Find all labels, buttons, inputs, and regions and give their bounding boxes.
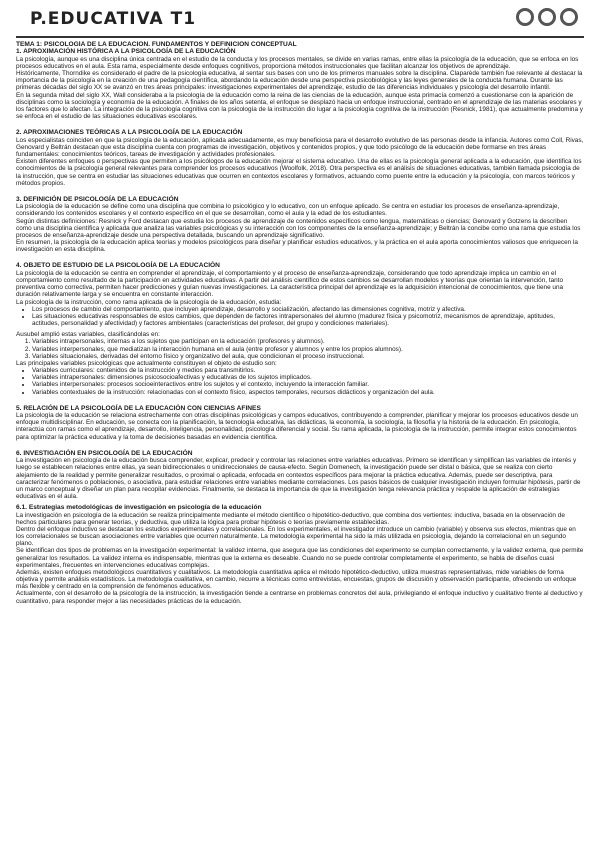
section-5 — [16, 405, 584, 441]
section-4 — [16, 262, 584, 395]
paragraph: Existen diferentes enfoques o perspectivas que permiten a los psicólogos de la educación mejorar el sistema educativo. Una de ellas es la psicología general aplicada a la educación, que identifica los conocimientos de la psicología general relevantes para comprender los procesos educativos (Woolfolk, 2018). Otra perspectiva es el análisis de situaciones educativas, también llamada psicología de la instrucción, que se centra en estudiar las situaciones educativas que ocurren en contextos escolares y formativos, actuando como puente entre la educación y la psicología, con marcos teóricos y métodos propios. — [16, 158, 582, 187]
list-item: 2. Variables interpersonales, que mediatizan la interacción humana en el aula (entre profesor y alumnos y entre los propios alumnos). — [32, 346, 584, 353]
paragraph: Según distintas definiciones: Resnick y Ford destacan que estudia los procesos de aprendizaje de contenidos específicos como lengua, matemáticas o ciencias; Genovard y Gotzens la describen como una disciplina científica y aplicada que analiza las variables psicológicas y su interacción con los componentes de la enseñanza-aprendizaje; y Beltrán la concibe como una rama que estudia los procesos de enseñanza-aprendizaje desde una perspectiva detallada, buscando un aprendizaje significativo. — [16, 217, 581, 239]
page-header — [0, 0, 600, 38]
section-3 — [16, 196, 584, 254]
list-item: • Los procesos de cambio del comportamiento, que incluyen aprendizaje, desarrollo y socialización, afectando las dimensiones cognitiva, motriz y afectiva. — [32, 306, 584, 313]
section-6-1 — [16, 504, 584, 605]
paragraph: Ausubel amplió estas variables, clasificándolas en: — [16, 331, 160, 339]
paragraph: La psicología de la educación se define como una disciplina que combina lo psicológico y lo educativo, con un enfoque aplicado. Se centra en estudiar los procesos de enseñanza-aprendizaje, considerando los contenidos escolares y el contexto específico en el que se desarrollan, como el aula y la edad de los estudiantes. — [16, 203, 560, 218]
paragraph: La psicología, aunque es una disciplina única centrada en el estudio de la conducta y los procesos mentales, se divide en varias ramas, entre ellas la psicología de la educación, que se enfoca en los procesos educativos en el aula. Esta rama, especialmente desde enfoques cognitivos, proporciona métodos instruccionales que facilitan alcanzar los objetivos de aprendizaje. — [16, 55, 579, 70]
paragraph: Se identifican dos tipos de problemas en la investigación experimental: la validez interna, que asegura que las condiciones del experimento se cumplan correctamente, y la validez externa, que permite generalizar los resultados. La validez interna es indispensable, mientras que la externa es deseable. Cuando no se puede controlar completamente el experimento, se habla de diseños cuasi experimentales, frecuentes en intervenciones educativas complejas. — [16, 547, 584, 569]
section-heading: 6. INVESTIGACIÓN EN PSICOLOGÍA DE LA EDUCACIÓN — [16, 449, 193, 457]
paragraph: La investigación en psicología de la educación busca comprender, explicar, predecir y controlar las relaciones entre variables educativas. Primero se identifican y simplifican las variables de interés y luego se establecen relaciones entre ellas, ya sean bidireccionales o unidireccionales de causa-efecto. Según Domenech, la investigación puede ser distal o básica, que se realiza con cierto alejamiento de la realidad y permite generalizar resultados, o proximal o aplicada, enfocada en contextos específicos para mejorar la práctica educativa. Además, puede ser descriptiva, para caracterizar fenómenos o poblaciones, o asociativa, para estudiar relaciones entre variables mediante correlaciones. Los pasos básicos de cualquier investigación incluyen formular hipótesis, partir de un marco conceptual y diseñar un plan para recopilar evidencias. Finalmente, se destaca la importancia de que la investigación tenga relevancia práctica y respalde la aplicación de estrategias educativas en el aula. — [16, 457, 581, 501]
paragraph: Los especialistas coinciden en que la psicología de la educación, aplicada adecuadamente, es muy beneficiosa para el desarrollo evolutivo de las personas desde la infancia. Autores como Coll, Rivas, Genovard y Beltrán destacan que esta disciplina cuenta con programas de investigación, objetivos y contenidos propios, y que todo psicólogo de la educación debe formarse en tres áreas fundamentales: conocimientos teóricos, tareas de investigación y actividades profesionales. — [16, 136, 584, 159]
section-heading: 2. APROXIMACIONES TEÓRICAS A LA PSICOLOGÍA DE LA EDUCACIÓN — [16, 129, 243, 137]
bullet-list — [16, 367, 584, 396]
section-1 — [16, 48, 584, 120]
decorative-circles — [516, 8, 578, 26]
paragraph: Además, existen enfoques metodológicos cuantitativos y cualitativos. La metodología cuantitativa aplica el método hipotético-deductivo, utiliza muestras representativas, mide variables de forma objetiva y permite análisis estadísticos. La metodología cualitativa, en cambio, recurre a técnicas como entrevistas, encuestas, grupos de discusión y observación participante, ofreciendo un enfoque más flexible y centrado en la comprensión de fenómenos educativos. — [16, 568, 577, 591]
section-heading: 4. OBJETO DE ESTUDIO DE LA PSICOLOGÍA DE LA EDUCACIÓN — [16, 262, 220, 270]
page-title: P.EDUCATIVA T1 — [30, 9, 197, 29]
circle-icon — [560, 8, 578, 26]
document-body — [16, 41, 584, 841]
numbered-list — [16, 338, 584, 360]
list-item: • Variables contextuales de la instrucción: relacionadas con el contexto físico, aspectos temporales, recursos didácticos y organización del aula. — [32, 389, 584, 396]
paragraph: La psicología de la educación se centra en comprender el aprendizaje, el comportamiento y el proceso de enseñanza-aprendizaje, considerando que todo aprendizaje implica un cambio en el comportamiento como resultado de la participación en actividades educativas. A partir del análisis científico de estos cambios se desarrollan modelos y teorías que orientan la intervención, tanto preventiva como correctiva, permiten hacer predicciones y guían nuevas investigaciones. La característica principal del aprendizaje es la adquisición intencional de conocimientos, que tiene una duración relativamente larga y se encuentra en constante interacción. — [16, 269, 564, 299]
bullet-list — [16, 306, 584, 328]
paragraph: La psicología de la educación se relaciona estrechamente con otras disciplinas psicológicas y campos educativos, contribuyendo a comprender, planificar y mejorar los procesos educativos desde un enfoque multidisciplinar. En educación, se conecta con la planificación, la tecnología educativa, las didácticas, la economía, la sociología, la filosofía y la historia de la educación. En psicología, interactúa con ramas como el aprendizaje, desarrollo, inteligencia, personalidad, psicología diferencial y social. Su rama aplicada, la psicología de la instrucción, permite integrar estos conocimientos para optimizar la práctica educativa y la toma de decisiones basadas en evidencia científica. — [16, 412, 578, 441]
circle-icon — [538, 8, 556, 26]
paragraph: La investigación en psicología de la educación se realiza principalmente mediante el método científico o hipotético-deductivo, que combina dos vertientes: inductiva, basada en la observación de hechos particulares para generar teorías, y deductiva, que utiliza la lógica para probar hipótesis o teorías previamente establecidas. — [16, 511, 565, 526]
list-item: • Las situaciones educativas responsables de estos cambios, que dependen de factores intrapersonales del alumno (madurez física y psicomotriz, mecanismos de aprendizaje, aptitudes, actitudes, personalidad y afectividad) y factores ambientales (características del profesor, del grupo y condiciones materiales). — [32, 313, 584, 327]
section-heading: 6.1. Estrategias metodológicas de investigación en psicología de la educación — [16, 504, 262, 512]
section-6 — [16, 450, 584, 500]
paragraph: Dentro del enfoque inductivo se destacan los estudios experimentales y correlacionales. En los experimentales, el investigador introduce un cambio (variable) y observa sus efectos, mientras que en los correlacionales se buscan asociaciones entre variables que ocurren naturalmente. La metodología experimental ha sido la más utilizada en psicología, dejando la correlacional en un segundo plano. — [16, 525, 576, 548]
paragraph: Las principales variables psicológicas que actualmente constituyen el objeto de estudio son: — [16, 359, 277, 367]
list-item: • Variables interpersonales: procesos socioeinteractivos entre los sujetos y el contexto, incluyendo la interacción familiar. — [32, 381, 584, 388]
section-heading: 5. RELACIÓN DE LA PSICOLOGÍA DE LA EDUCACIÓN CON CIENCIAS AFINES — [16, 404, 261, 412]
section-2 — [16, 129, 584, 187]
list-item: • Variables curriculares: contenidos de la instrucción y medios para transmitirlos. — [32, 367, 584, 374]
paragraph: En resumen, la psicología de la educación aplica teorías y modelos psicológicos para diseñar y planificar estudios educativos, y la práctica en el aula aporta conocimientos valiosos que enriquecen la investigación en esta disciplina. — [16, 239, 578, 254]
list-item: • Variables intrapersonales: dimensiones psicosocioafectivas y educativas de los sujetos implicados. — [32, 374, 584, 381]
paragraph: En la segunda mitad del siglo XX, Wall consideraba a la psicología de la educación como la reina de las ciencias de la educación, aunque esta primacía comenzó a cuestionarse con la aparición de disciplinas como la sociología y economía de la educación. A finales de los años setenta, el enfoque se desplazó hacia un enfoque instruccional, centrado en el aprendizaje de las materias escolares y los factores que lo afectan. La integración de la psicología cognitiva con la psicología de la instrucción dio lugar a la psicología cognitiva de la instrucción (Resnick, 1981), que actualmente predomina y se enfoca en el estudio de las situaciones educativas escolares. — [16, 91, 583, 121]
section-heading: 3. DEFINICIÓN DE PSICOLOGÍA DE LA EDUCACIÓN — [16, 195, 179, 203]
topic-title: TEMA 1: PSICOLOGÍA DE LA EDUCACIÓN. FUNDAMENTOS Y DEFINICIÓN CONCEPTUAL — [16, 41, 297, 48]
paragraph: La psicología de la instrucción, como rama aplicada de la psicología de la educación, estudia: — [16, 298, 282, 306]
list-item: 1. Variables intrapersonales, internas a los sujetos que participan en la educación (profesores y alumnos). — [32, 338, 584, 345]
section-heading: 1. APROXIMACIÓN HISTÓRICA A LA PSICOLOGÍA DE LA EDUCACIÓN — [16, 48, 236, 56]
paragraph: Actualmente, con el desarrollo de la psicología de la instrucción, la investigación tiende a centrarse en problemas concretos del aula, privilegiando el enfoque inductivo y cualitativo frente al deductivo y cuantitativo, para responder mejor a las necesidades prácticas de la educación. — [16, 590, 583, 605]
list-item: 3. Variables situacionales, derivadas del entorno físico y organizativo del aula, que condicionan el proceso instruccional. — [32, 353, 584, 360]
header-divider — [16, 36, 584, 38]
circle-icon — [516, 8, 534, 26]
paragraph: Históricamente, Thorndike es considerado el padre de la psicología educativa, al sentar sus bases con uno de los primeros manuales sobre la disciplina. Claparède también fue relevante al destacar la importancia de la psicología en la creación de una pedagogía científica, abordando la educación desde una perspectiva psicobiológica y las leyes generales de la conducta humana. Durante las primeras décadas del siglo XX se avanzó en tres áreas principales: investigaciones experimentales del aprendizaje, estudio de las diferencias individuales y psicología del desarrollo infantil. — [16, 70, 583, 92]
